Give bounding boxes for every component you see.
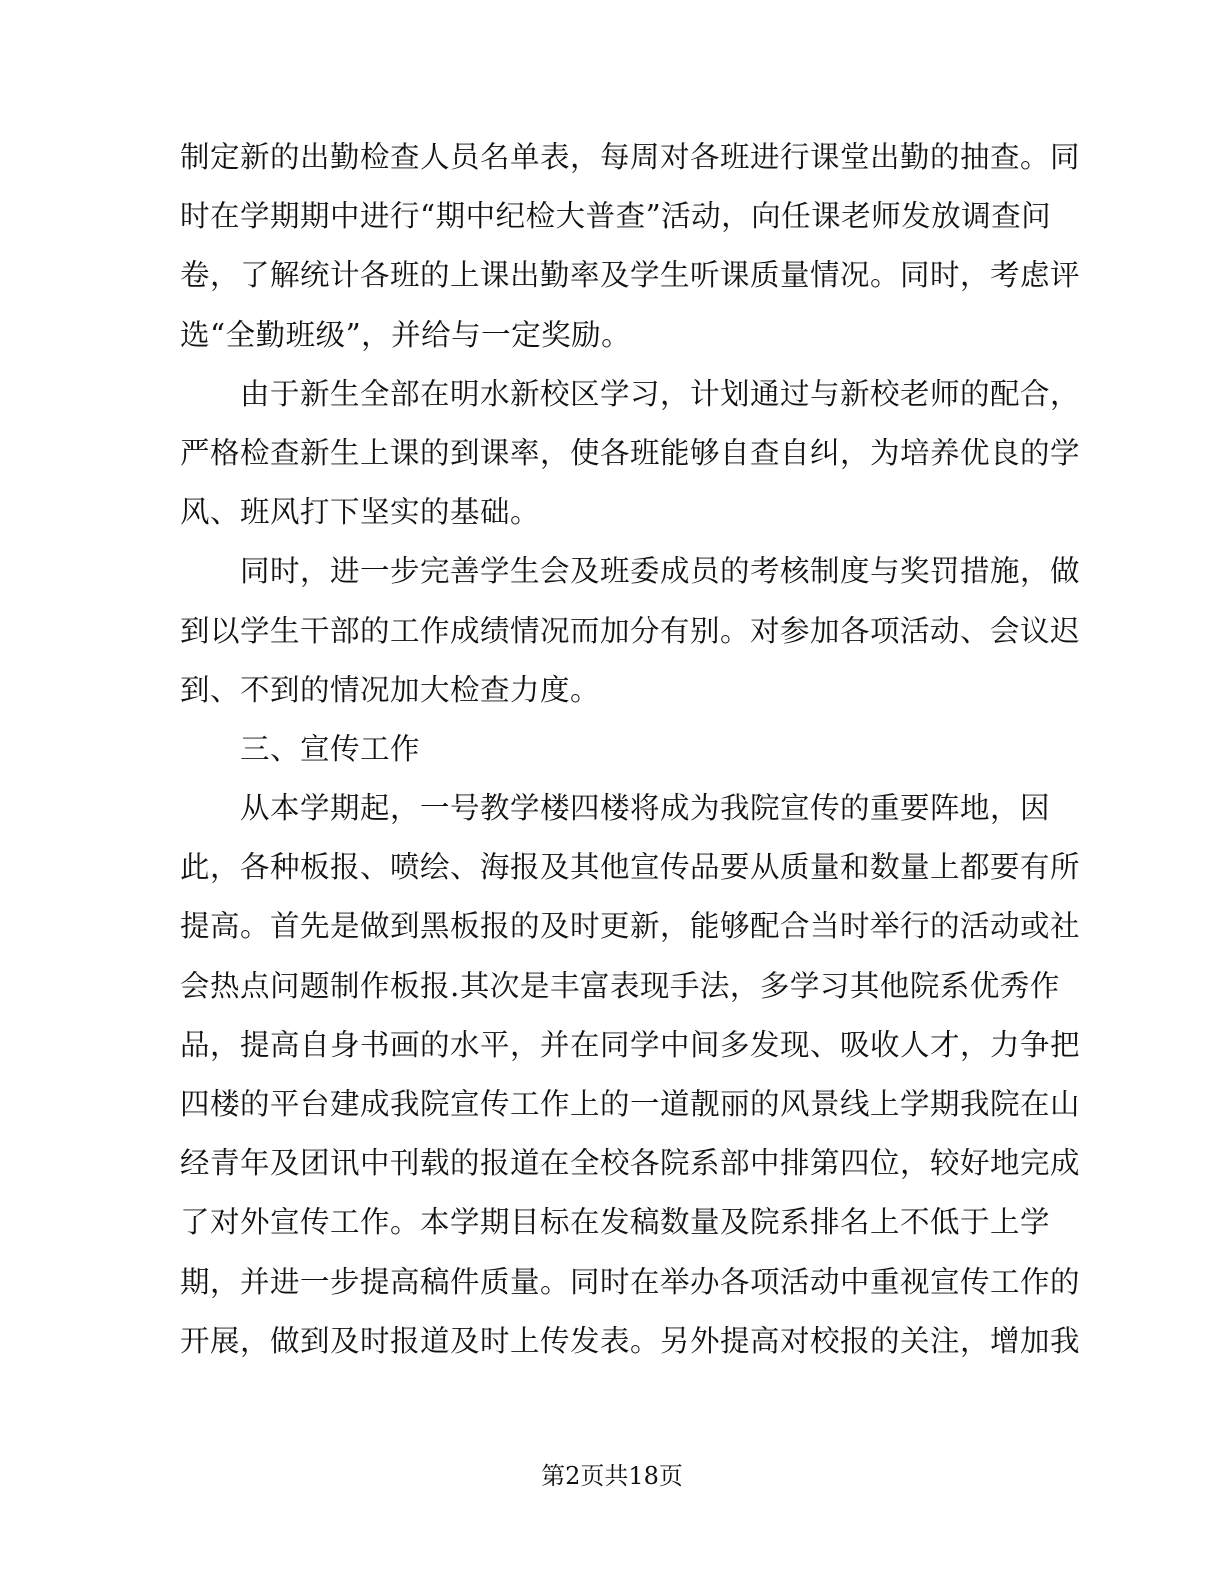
document-body [180, 128, 1081, 1371]
paragraph-line: 制定新的出勤检查人员名单表，每周对各班进行课堂出勤的抽查。同 [180, 140, 1081, 174]
paragraph-line: 品，提高自身书画的水平，并在同学中间多发现、吸收人才，力争把 [180, 1027, 1081, 1062]
paragraph-line: 会热点问题制作板报.其次是丰富表现手法，多学习其他院系优秀作 [180, 968, 1060, 1003]
paragraph-line: 开展，做到及时报道及时上传发表。另外提高对校报的关注，增加我 [180, 1323, 1081, 1358]
paragraph-line: 由于新生全部在明水新校区学习，计划通过与新校老师的配合， [240, 376, 1081, 411]
paragraph-line: 时在学期期中进行“期中纪检大普查”活动，向任课老师发放调查问 [180, 199, 1052, 234]
paragraph-line: 了对外宣传工作。本学期目标在发稿数量及院系排名上不低于上学 [180, 1205, 1051, 1240]
paragraph-line: 四楼的平台建成我院宣传工作上的一道靓丽的风景线上学期我院在山 [180, 1087, 1081, 1121]
paragraph-line: 提高。首先是做到黑板报的及时更新，能够配合当时举行的活动或社 [180, 909, 1081, 944]
paragraph-line: 经青年及团讯中刊载的报道在全校各院系部中排第四位，较好地完成 [180, 1146, 1081, 1181]
paragraph-line: 卷，了解统计各班的上课出勤率及学生听课质量情况。同时，考虑评 [180, 258, 1081, 293]
paragraph-line: 风、班风打下坚实的基础。 [180, 495, 541, 530]
paragraph-line: 严格检查新生上课的到课率，使各班能够自查自纠，为培养优良的学 [180, 435, 1081, 470]
paragraph-line: 到、不到的情况加大检查力度。 [180, 672, 601, 707]
section-heading: 三、宣传工作 [240, 731, 421, 766]
paragraph-line: 期，并进一步提高稿件质量。同时在举办各项活动中重视宣传工作的 [180, 1264, 1081, 1299]
paragraph-line: 选“全勤班级”，并给与一定奖励。 [180, 317, 632, 352]
paragraph-line: 此，各种板报、喷绘、海报及其他宣传品要从质量和数量上都要有所 [180, 850, 1081, 885]
paragraph-line: 到以学生干部的工作成绩情况而加分有别。对参加各项活动、会议迟 [180, 613, 1081, 648]
paragraph-line: 同时，进一步完善学生会及班委成员的考核制度与奖罚措施，做 [240, 554, 1081, 589]
paragraph-line: 从本学期起，一号教学楼四楼将成为我院宣传的重要阵地，因 [240, 791, 1051, 826]
page-number-footer: 第2页共18页 [541, 1462, 683, 1490]
